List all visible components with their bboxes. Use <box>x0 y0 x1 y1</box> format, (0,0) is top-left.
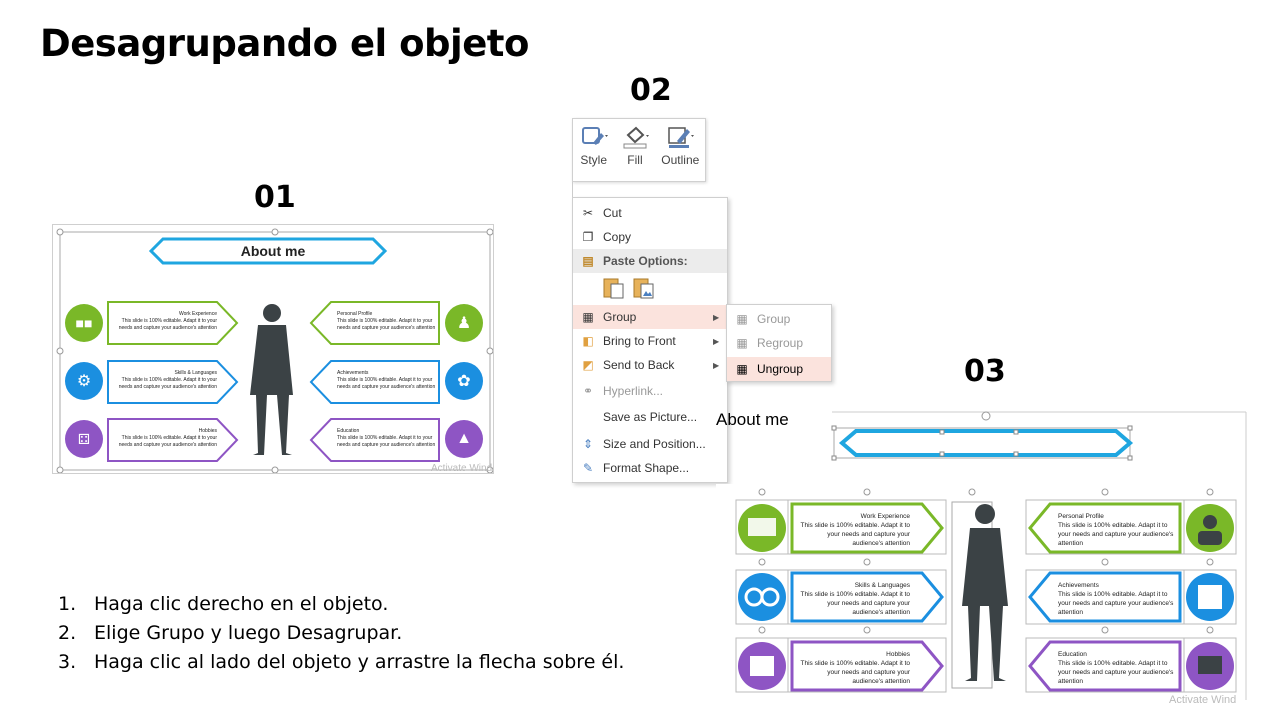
scissors-icon: ✂ <box>582 206 594 220</box>
work-experience-heading: Work Experience <box>860 513 910 520</box>
fill-label: Fill <box>627 153 643 167</box>
slide-thumbnail-01[interactable] <box>52 224 494 474</box>
row-body-text: This slide is 100% editable. Adapt it to your needs and capture your audience's attention <box>1058 522 1174 547</box>
award-icon: ✿ <box>445 362 483 400</box>
outline-label: Outline <box>661 153 700 167</box>
style-label: Style <box>580 153 607 167</box>
group-icon: ▦ <box>736 312 748 326</box>
row-body-text: This slide is 100% editable. Adapt it to your needs and capture your audience's attention <box>118 435 217 448</box>
row-body-text: This slide is 100% editable. Adapt it to your needs and capture your audience's attention <box>800 660 910 685</box>
menu-item-send-to-back[interactable]: ◩ Send to Back ▶ <box>573 353 727 377</box>
copy-icon: ❐ <box>582 230 594 244</box>
shape-format-ribbon <box>572 118 706 182</box>
paste-keep-source-icon[interactable] <box>603 276 625 300</box>
row-body-text: This slide is 100% editable. Adapt it to your needs and capture your audience's attention <box>800 522 910 547</box>
achievements-heading: Achievements <box>337 370 369 376</box>
menu-item-save-as-picture[interactable]: Save as Picture... <box>603 410 698 424</box>
activate-watermark: Activate Wind <box>431 463 493 474</box>
menu-item-format-shape[interactable]: ✎ Format Shape... <box>573 456 727 480</box>
link-icon: ⚭ <box>582 384 594 398</box>
slide-thumbnail-03[interactable] <box>716 410 1252 710</box>
menu-item-copy[interactable]: ❐ Copy <box>573 225 727 249</box>
dice-icon: ⚃ <box>65 420 103 458</box>
education-heading: Education <box>337 428 360 434</box>
group-submenu <box>726 304 832 382</box>
skills-heading: Skills & Languages <box>854 582 910 589</box>
format-shape-icon: ✎ <box>582 461 594 475</box>
paste-option-buttons <box>603 276 655 300</box>
paint-bucket-icon <box>620 125 650 149</box>
style-icon <box>579 125 609 149</box>
clipboard-icon: ▤ <box>582 254 594 268</box>
achievements-heading: Achievements <box>1058 582 1099 589</box>
menu-item-bring-to-front[interactable]: ◧ Bring to Front ▶ <box>573 329 727 353</box>
instruction-item: 2. Elige Grupo y luego Desagrupar. <box>58 622 403 644</box>
row-body-text: This slide is 100% editable. Adapt it to your needs and capture your audience's attention <box>1058 660 1174 685</box>
hobbies-heading: Hobbies <box>198 428 217 434</box>
connector-line <box>572 182 573 197</box>
instruction-list <box>58 590 624 677</box>
person-icon: ♟ <box>445 304 483 342</box>
activate-watermark: Activate Wind <box>1169 694 1237 706</box>
step-02-label: 02 <box>630 73 672 108</box>
ungroup-icon: ▦ <box>736 362 748 376</box>
paste-options-header: ▤ Paste Options: <box>573 249 727 273</box>
regroup-icon: ▦ <box>736 336 748 350</box>
hobbies-heading: Hobbies <box>886 651 910 658</box>
row-body-text: This slide is 100% editable. Adapt it to your needs and capture your audience's attention <box>118 377 217 390</box>
graduation-cap-icon: ▲ <box>445 420 483 458</box>
row-body-text: This slide is 100% editable. Adapt it to your needs and capture your audience's attention <box>1058 591 1174 616</box>
instruction-item: 1. Haga clic derecho en el objeto. <box>58 593 389 615</box>
menu-item-group[interactable]: ▦ Group ▶ <box>573 305 727 329</box>
submenu-arrow-icon: ▶ <box>713 312 720 322</box>
row-body-text: This slide is 100% editable. Adapt it to your needs and capture your audience's attention <box>800 591 910 616</box>
page-title: Desagrupando el objeto <box>40 22 529 65</box>
instruction-item: 3. Haga clic al lado del objeto y arrastre la flecha sobre él. <box>58 651 625 673</box>
about-me-banner: About me <box>240 243 306 259</box>
group-icon: ▦ <box>582 310 594 324</box>
step-01-label: 01 <box>254 180 296 215</box>
outline-button[interactable] <box>661 125 699 181</box>
gears-icon: ⚙ <box>65 362 103 400</box>
row-body-text: This slide is 100% editable. Adapt it to your needs and capture your audience's attention <box>337 377 436 390</box>
step-03-label: 03 <box>964 354 1006 389</box>
context-menu <box>572 197 728 483</box>
education-heading: Education <box>1058 651 1087 658</box>
work-experience-heading: Work Experience <box>179 311 217 317</box>
bring-front-icon: ◧ <box>582 334 594 348</box>
row-body-text: This slide is 100% editable. Adapt it to your needs and capture your audience's attention <box>337 435 436 448</box>
row-body-text: This slide is 100% editable. Adapt it to your needs and capture your audience's attention <box>337 318 436 331</box>
menu-item-hyperlink[interactable]: ⚭ Hyperlink... <box>573 379 727 403</box>
skills-heading: Skills & Languages <box>174 370 217 376</box>
about-me-banner: About me <box>716 410 789 429</box>
team-icon: ■■ <box>65 304 103 342</box>
personal-profile-heading: Personal Profile <box>1058 513 1104 520</box>
submenu-item-group[interactable]: ▦ Group <box>727 307 831 331</box>
menu-item-size-position[interactable]: ⇕ Size and Position... <box>573 432 727 456</box>
personal-profile-heading: Personal Profile <box>337 311 373 317</box>
size-position-icon: ⇕ <box>582 437 594 451</box>
submenu-arrow-icon: ▶ <box>713 360 720 370</box>
submenu-item-regroup[interactable]: ▦ Regroup <box>727 331 831 355</box>
submenu-arrow-icon: ▶ <box>713 336 720 346</box>
style-button[interactable] <box>579 125 609 181</box>
man-silhouette <box>250 304 293 455</box>
submenu-item-ungroup[interactable]: ▦ Ungroup <box>727 357 831 381</box>
outline-pen-icon <box>665 125 695 149</box>
row-body-text: This slide is 100% editable. Adapt it to your needs and capture your audience's attention <box>118 318 217 331</box>
menu-item-cut[interactable]: ✂ Cut <box>573 201 727 225</box>
send-back-icon: ◩ <box>582 358 594 372</box>
paste-picture-icon[interactable] <box>633 276 655 300</box>
fill-button[interactable] <box>620 125 650 181</box>
